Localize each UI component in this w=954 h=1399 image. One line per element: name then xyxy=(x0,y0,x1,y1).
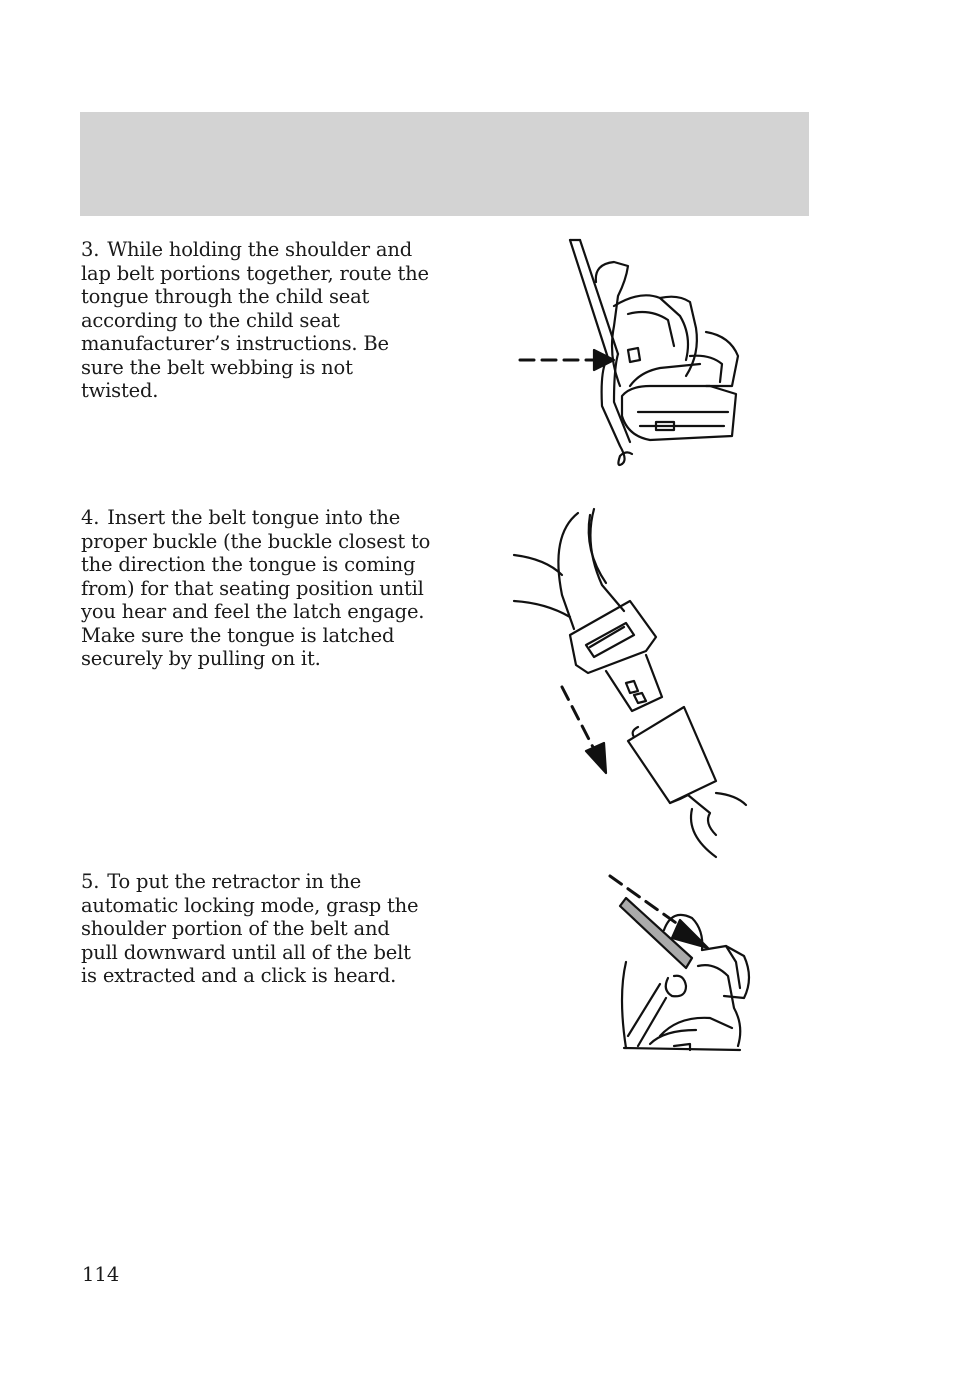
belt-through-child-seat-illustration xyxy=(510,236,760,476)
retractor-pull-illustration xyxy=(604,866,764,1056)
step-4 xyxy=(81,506,431,671)
step-number: 5. xyxy=(81,870,100,893)
page-number: 114 xyxy=(82,1263,120,1286)
step-3 xyxy=(81,238,431,403)
step-number: 3. xyxy=(81,238,100,261)
tongue-into-buckle-illustration xyxy=(510,505,760,865)
step-text: Insert the belt tongue into the proper buckle (the buckle closest to the direction the tongue is coming from) for that seating position until you hear and feel the latch engage. Make sure the tongue is latched securely by pulling on it. xyxy=(81,506,431,670)
step-text: While holding the shoulder and lap belt portions together, route the tongue through the child seat according to the child seat manufacturer’s instructions. Be sure the belt webbing is not twisted. xyxy=(81,238,429,402)
step-text: To put the retractor in the automatic locking mode, grasp the shoulder portion of the belt and pull downward until all of the belt is extracted and a click is heard. xyxy=(81,870,419,987)
section-header-band xyxy=(80,112,809,216)
step-number: 4. xyxy=(81,506,100,529)
step-5 xyxy=(81,870,431,988)
